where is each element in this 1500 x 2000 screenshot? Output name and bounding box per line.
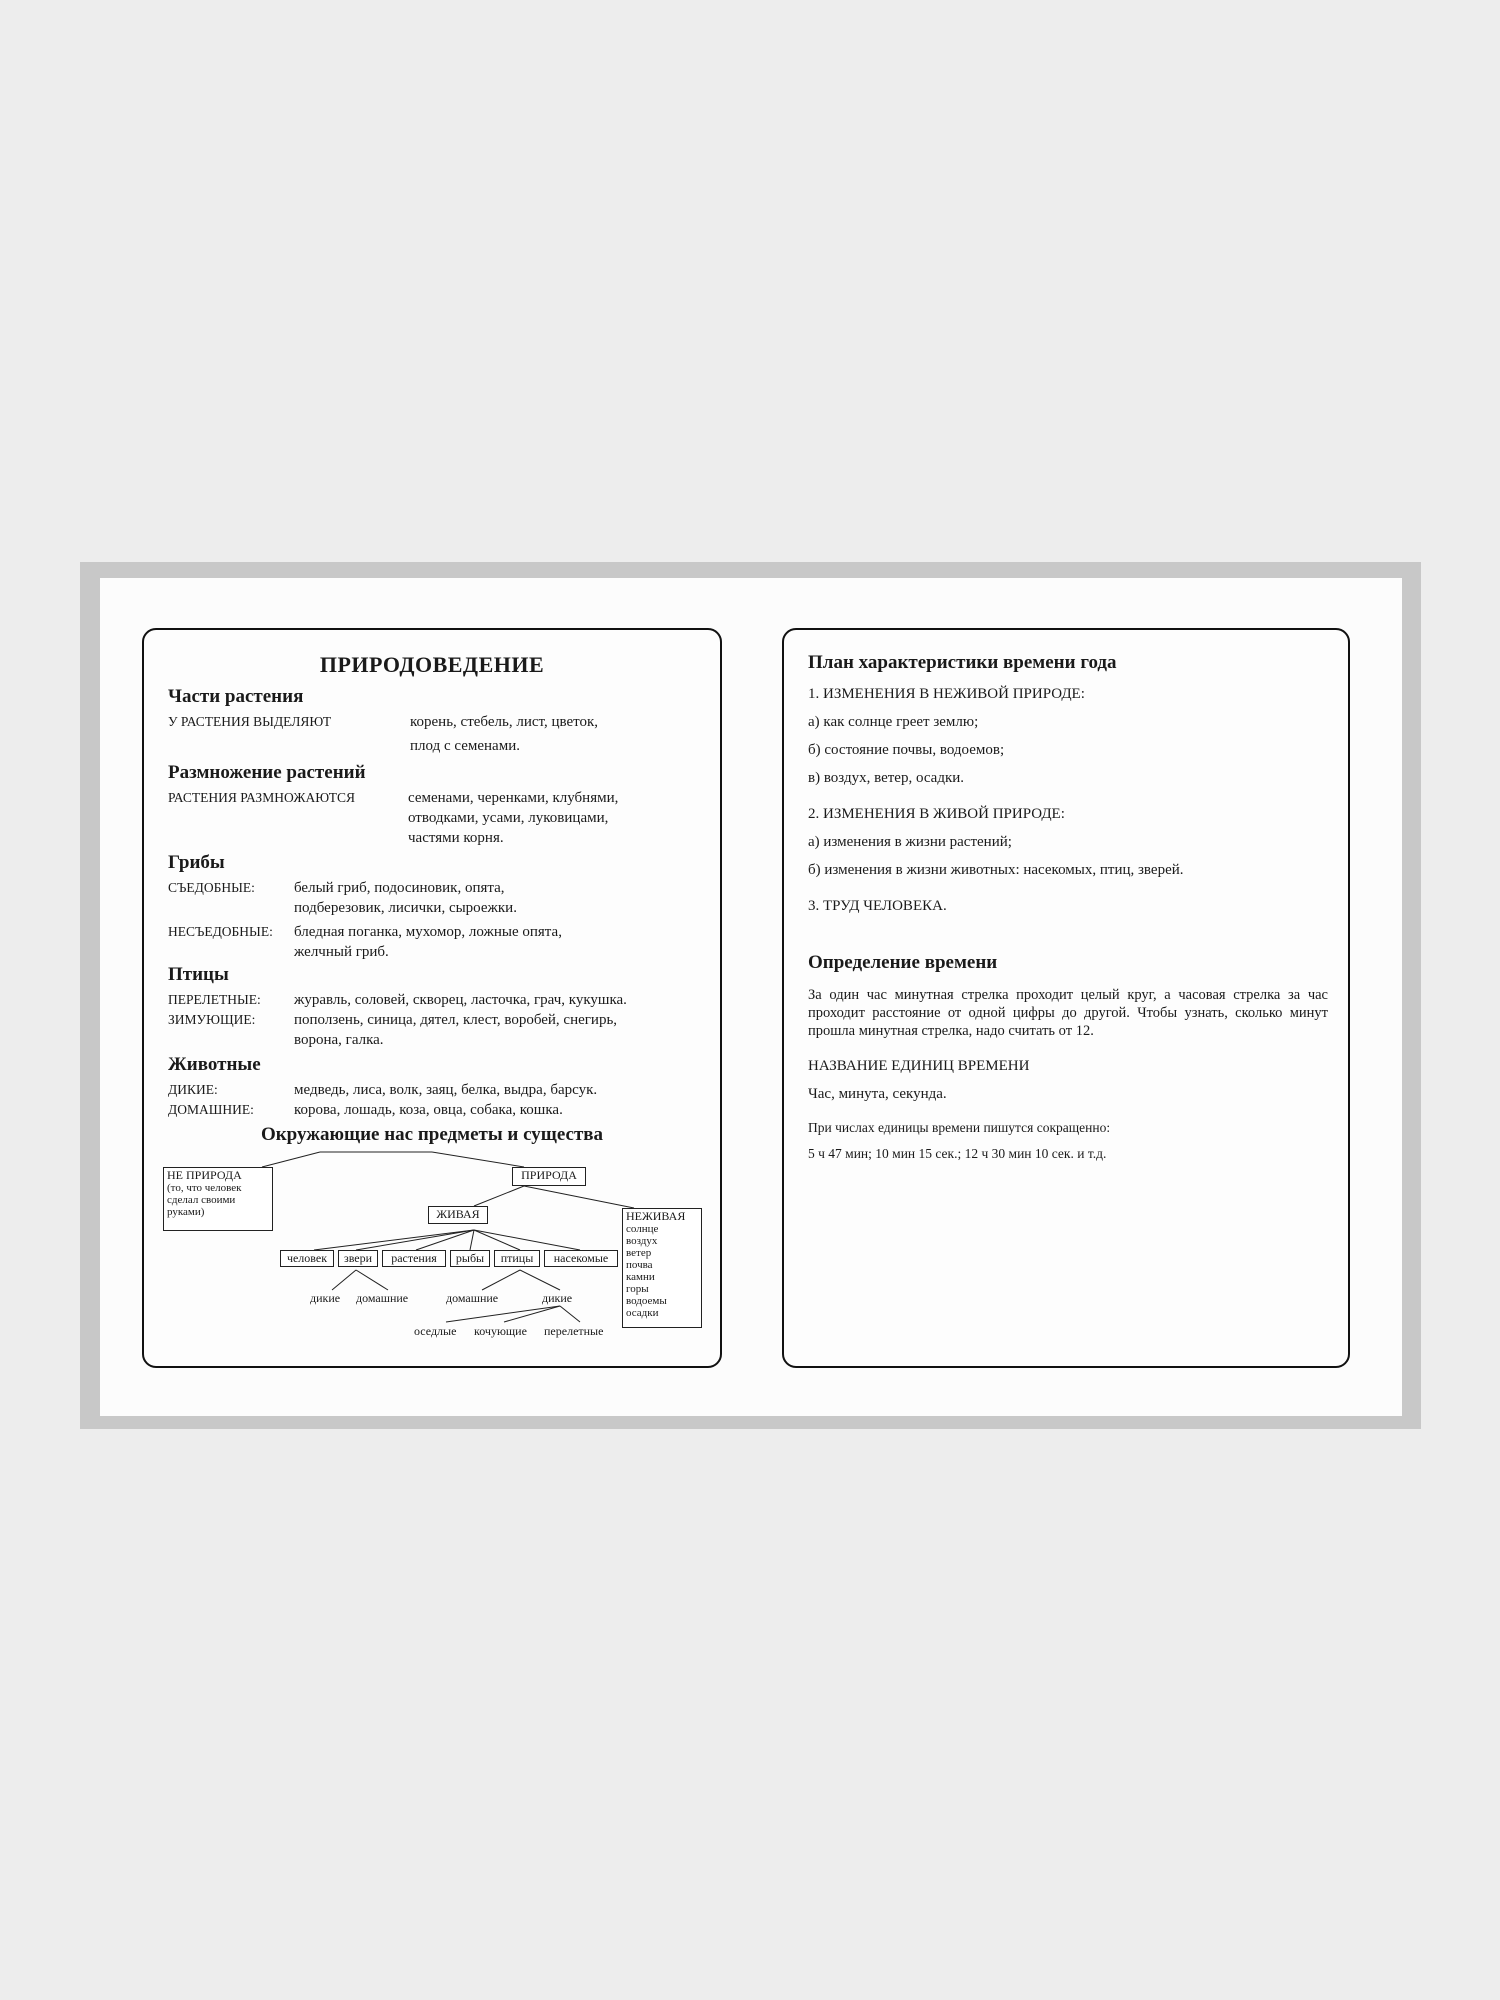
edible-line-1: белый гриб, подосиновик, опята, — [294, 880, 505, 896]
edible-label: СЪЕДОБНЫЕ: — [168, 880, 255, 895]
animals-domestic: домашние — [356, 1291, 409, 1305]
wild-birds-sedentary: оседлые — [414, 1324, 457, 1338]
section-birds-heading: Птицы — [168, 964, 229, 985]
living-item-human: человек — [280, 1250, 334, 1267]
edible-line-2: подберезовик, лисички, сыроежки. — [294, 900, 517, 916]
nature-box: ПРИРОДА — [512, 1167, 586, 1186]
wild-label: ДИКИЕ: — [168, 1082, 218, 1097]
wintering-label: ЗИМУЮЩИЕ: — [168, 1012, 256, 1027]
season-time-card — [782, 628, 1350, 1368]
reproduction-line-3: частями корня. — [408, 830, 504, 846]
plan-item-1a: а) как солнце греет землю; — [808, 714, 979, 730]
non-living-box — [622, 1208, 702, 1328]
non-living-item: ветер — [626, 1247, 652, 1259]
birds-wild: дикие — [542, 1291, 573, 1305]
time-units-heading: НАЗВАНИЕ ЕДИНИЦ ВРЕМЕНИ — [808, 1058, 1030, 1074]
section-reproduction-heading: Размножение растений — [168, 762, 366, 783]
non-living-item: горы — [626, 1283, 649, 1295]
domestic-line: корова, лошадь, коза, овца, собака, кошка. — [294, 1102, 563, 1118]
reproduction-line-1: семенами, черенками, клубнями, — [408, 790, 619, 806]
non-living-label: НЕЖИВАЯ — [626, 1209, 686, 1223]
inedible-line-2: желчный гриб. — [294, 944, 389, 960]
plan-item-1c: в) воздух, ветер, осадки. — [808, 770, 965, 786]
migratory-line: журавль, соловей, скворец, ласточка, грач, кукушка. — [294, 992, 627, 1008]
plan-item-2a: а) изменения в жизни растений; — [808, 834, 1012, 850]
plan-item-2b: б) изменения в жизни животных: насекомых, птиц, зверей. — [808, 862, 1184, 878]
non-living-item: водоемы — [626, 1295, 667, 1307]
time-definition-paragraph: За один час минутная стрелка проходит целый круг, а часовая стрелка за час проходит расстояние от одной цифры до другой. Чтобы узнать, сколько минут прошла минутная стрелка, надо считать от 12. — [808, 987, 1328, 1039]
section-plant-parts-heading: Части растения — [168, 686, 304, 707]
abbreviation-examples: 5 ч 47 мин; 10 мин 15 сек.; 12 ч 30 мин 10 сек. и т.д. — [808, 1146, 1107, 1161]
plant-parts-line-1: корень, стебель, лист, цветок, — [410, 714, 599, 730]
migratory-label: ПЕРЕЛЕТНЫЕ: — [168, 992, 261, 1007]
domestic-label: ДОМАШНИЕ: — [168, 1102, 254, 1117]
not-nature-note-2: сделал своими — [167, 1194, 236, 1206]
wild-birds-migratory: перелетные — [544, 1324, 604, 1338]
birds-domestic: домашние — [446, 1291, 499, 1305]
plan-item-2: 2. ИЗМЕНЕНИЯ В ЖИВОЙ ПРИРОДЕ: — [808, 806, 1065, 822]
wild-birds-nomadic: кочующие — [474, 1324, 527, 1338]
living-item-birds: птицы — [494, 1250, 540, 1267]
abbreviation-heading: При числах единицы времени пишутся сокращенно: — [808, 1120, 1111, 1135]
plan-item-1b: б) состояние почвы, водоемов; — [808, 742, 1005, 758]
non-living-item: воздух — [626, 1235, 658, 1247]
season-plan-heading: План характеристики времени года — [808, 652, 1117, 673]
non-living-item: осадки — [626, 1307, 659, 1319]
wintering-line-2: ворона, галка. — [294, 1032, 384, 1048]
living-item-plants: растения — [382, 1250, 446, 1267]
reproduction-line-2: отводками, усами, луковицами, — [408, 810, 609, 826]
wild-line: медведь, лиса, волк, заяц, белка, выдра, барсук. — [294, 1082, 598, 1098]
time-units-list: Час, минута, секунда. — [808, 1086, 947, 1102]
plant-parts-label: У РАСТЕНИЯ ВЫДЕЛЯЮТ — [168, 714, 332, 729]
page-title: ПРИРОДОВЕДЕНИЕ — [319, 652, 545, 677]
reproduction-label: РАСТЕНИЯ РАЗМНОЖАЮТСЯ — [168, 790, 355, 805]
inedible-label: НЕСЪЕДОБНЫЕ: — [168, 924, 273, 939]
plan-item-3: 3. ТРУД ЧЕЛОВЕКА. — [808, 898, 947, 914]
diagram-heading: Окружающие нас предметы и существа — [260, 1124, 604, 1145]
not-nature-note-1: (то, что человек — [167, 1182, 242, 1194]
animals-wild: дикие — [310, 1291, 341, 1305]
not-nature-label: НЕ ПРИРОДА — [167, 1168, 242, 1182]
living-box: ЖИВАЯ — [428, 1206, 488, 1224]
non-living-item: камни — [626, 1271, 655, 1283]
nature-studies-card — [142, 628, 722, 1368]
wintering-line-1: поползень, синица, дятел, клест, воробей, снегирь, — [294, 1012, 618, 1028]
non-living-item: солнце — [626, 1223, 659, 1235]
inedible-line-1: бледная поганка, мухомор, ложные опята, — [294, 924, 562, 940]
plant-parts-line-2: плод с семенами. — [410, 738, 520, 754]
not-nature-note-3: руками) — [167, 1206, 205, 1218]
living-item-insects: насекомые — [544, 1250, 618, 1267]
non-living-item: почва — [626, 1259, 653, 1271]
section-animals-heading: Животные — [168, 1054, 261, 1075]
time-definition-heading: Определение времени — [808, 952, 998, 973]
living-item-fish: рыбы — [450, 1250, 490, 1267]
not-nature-box — [163, 1167, 273, 1231]
section-mushrooms-heading: Грибы — [168, 852, 225, 873]
plan-item-1: 1. ИЗМЕНЕНИЯ В НЕЖИВОЙ ПРИРОДЕ: — [808, 686, 1085, 702]
living-item-beasts: звери — [338, 1250, 378, 1267]
